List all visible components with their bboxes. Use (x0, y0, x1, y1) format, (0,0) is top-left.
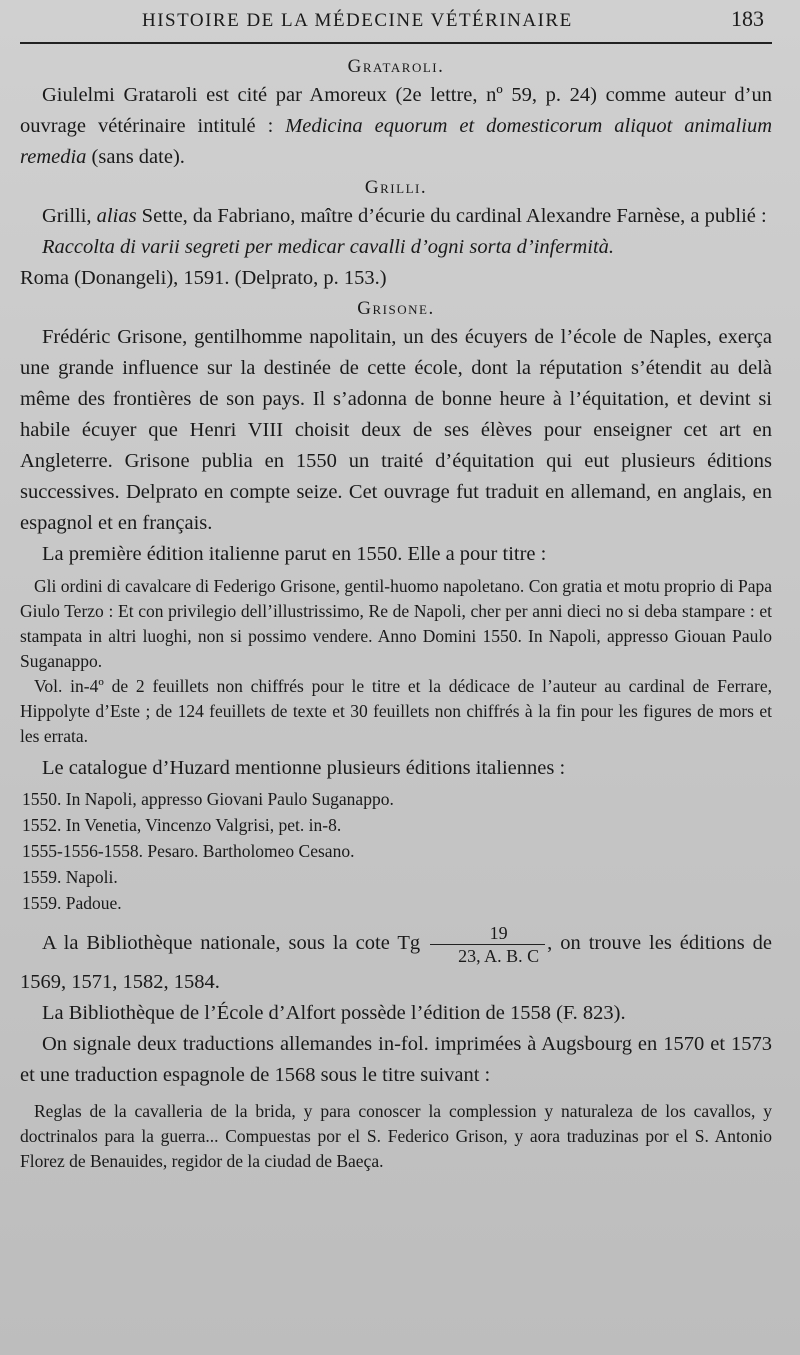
list-item: 1559. Napoli. (22, 867, 118, 887)
grisone-paragraph-4 (20, 922, 772, 998)
grilli-text-a: Grilli, (42, 205, 97, 227)
running-head (20, 6, 772, 32)
grilli-paragraph (20, 201, 772, 232)
section-grisone (20, 298, 772, 1174)
grataroli-text-a: Giulelmi Grataroli est cité par Amoreux (2e lettre, nº 59, p. 24) comme auteur d’un ouvrage vétérinaire intitulé : (20, 84, 772, 137)
spanish-edition-title: Reglas de la cavalleria de la brida, y para conoscer la complession y naturaleza de los cavallos, y doctrinalos para la guerra... Compuestas por el S. Federico Grison, y aora traduzinas por el S. Antonio Florez de Benauides, regidor de la ciudad de Baeça. (20, 1101, 772, 1171)
grisone-paragraph-1: Frédéric Grisone, gentilhomme napolitain, un des écuyers de l’école de Naples, exerça une grande influence sur la destinée de cette école, dont la réputation s’étendit au delà même des frontières de son pays. Il s’adonna de bonne heure à l’équitation, et devint si habile écuyer que Henri VIII choisit deux de ses élèves pour enseigner cet art en Angleterre. Grisone publia en 1550 un traité d’équitation qui eut plusieurs éditions successives. Delprato en compte seize. Cet ouvrage fut traduit en allemand, en anglais, en espagnol et en français. (20, 326, 772, 534)
grilli-book-title-text: Raccolta di varii segreti per medicar cavalli d’ogni sorta d’infermità. (42, 236, 615, 258)
section-grilli (20, 177, 772, 294)
grataroli-text-b: (sans date). (86, 146, 185, 168)
section-title-grisone: Grisone. (357, 298, 435, 319)
shelfmark-denominator: 23, A. B. C (430, 944, 545, 967)
grisone-paragraph-5: La Bibliothèque de l’École d’Alfort possède l’édition de 1558 (F. 823). (42, 1002, 626, 1024)
grilli-text-b: Sette, da Fabriano, maître d’écurie du cardinal Alexandre Farnèse, a publié : (136, 205, 767, 227)
spanish-edition-quote (20, 1099, 772, 1174)
running-title: HISTOIRE DE LA MÉDECINE VÉTÉRINAIRE (142, 10, 573, 31)
first-edition-quote (20, 574, 772, 749)
grisone-paragraph-6: On signale deux traductions allemandes in-fol. imprimées à Augsbourg en 1570 et 1573 et une traduction espagnole de 1568 sous le titre suivant : (20, 1033, 772, 1086)
grilli-imprint: Roma (Donangeli), 1591. (Delprato, p. 153.) (20, 267, 387, 289)
list-item: 1555-1556-1558. Pesaro. Bartholomeo Cesano. (22, 841, 355, 861)
section-grataroli (20, 56, 772, 173)
section-title-grilli: Grilli. (364, 177, 428, 198)
bn-text-a: A la Bibliothèque nationale, sous la cote Tg (42, 932, 429, 955)
editions-list (20, 786, 772, 916)
grilli-book-title (20, 232, 772, 263)
first-edition-title: Gli ordini di cavalcare di Federigo Grisone, gentil-huomo napoletano. Con gratia et motu proprio di Papa Giulo Terzo : Et con privilegio dell’illustrissimo, Re de Napoli, cher per anni dieci no si deba stampare : et stampata in altri luoghi, non si possimo vendere. Anno Domini 1550. In Napoli, appresso Giouan Paulo Suganappo. (20, 576, 772, 671)
grataroli-paragraph (20, 80, 772, 173)
list-item: 1559. Padoue. (22, 893, 122, 913)
list-item: 1550. In Napoli, appresso Giovani Paulo Suganappo. (22, 789, 394, 809)
section-title-grataroli: Grataroli. (347, 56, 445, 77)
list-item: 1552. In Venetia, Vincenzo Valgrisi, pet. in-8. (22, 815, 342, 835)
bn-text-b: , on trouve les éditions de 1569, 1571, 1582, 1584. (20, 932, 772, 993)
page-number: 183 (731, 6, 764, 31)
grilli-alias: alias (96, 205, 137, 227)
shelfmark-numerator: 19 (489, 923, 508, 943)
grisone-paragraph-2: La première édition italienne parut en 1550. Elle a pour titre : (42, 543, 547, 565)
grisone-paragraph-3: Le catalogue d’Huzard mentionne plusieurs éditions italiennes : (42, 757, 566, 779)
grataroli-book-title: Medicina equorum et domesticorum aliquot animalium remedia (20, 115, 773, 168)
first-edition-description: Vol. in-4º de 2 feuillets non chiffrés pour le titre et la dédicace de l’auteur au cardinal de Ferrare, Hippolyte d’Este ; de 124 feuillets de texte et 30 feuillets non chiffrés à la fin pour les figures de mors et les errata. (20, 676, 772, 746)
header-rule (20, 42, 772, 44)
shelfmark-fraction (430, 922, 545, 967)
